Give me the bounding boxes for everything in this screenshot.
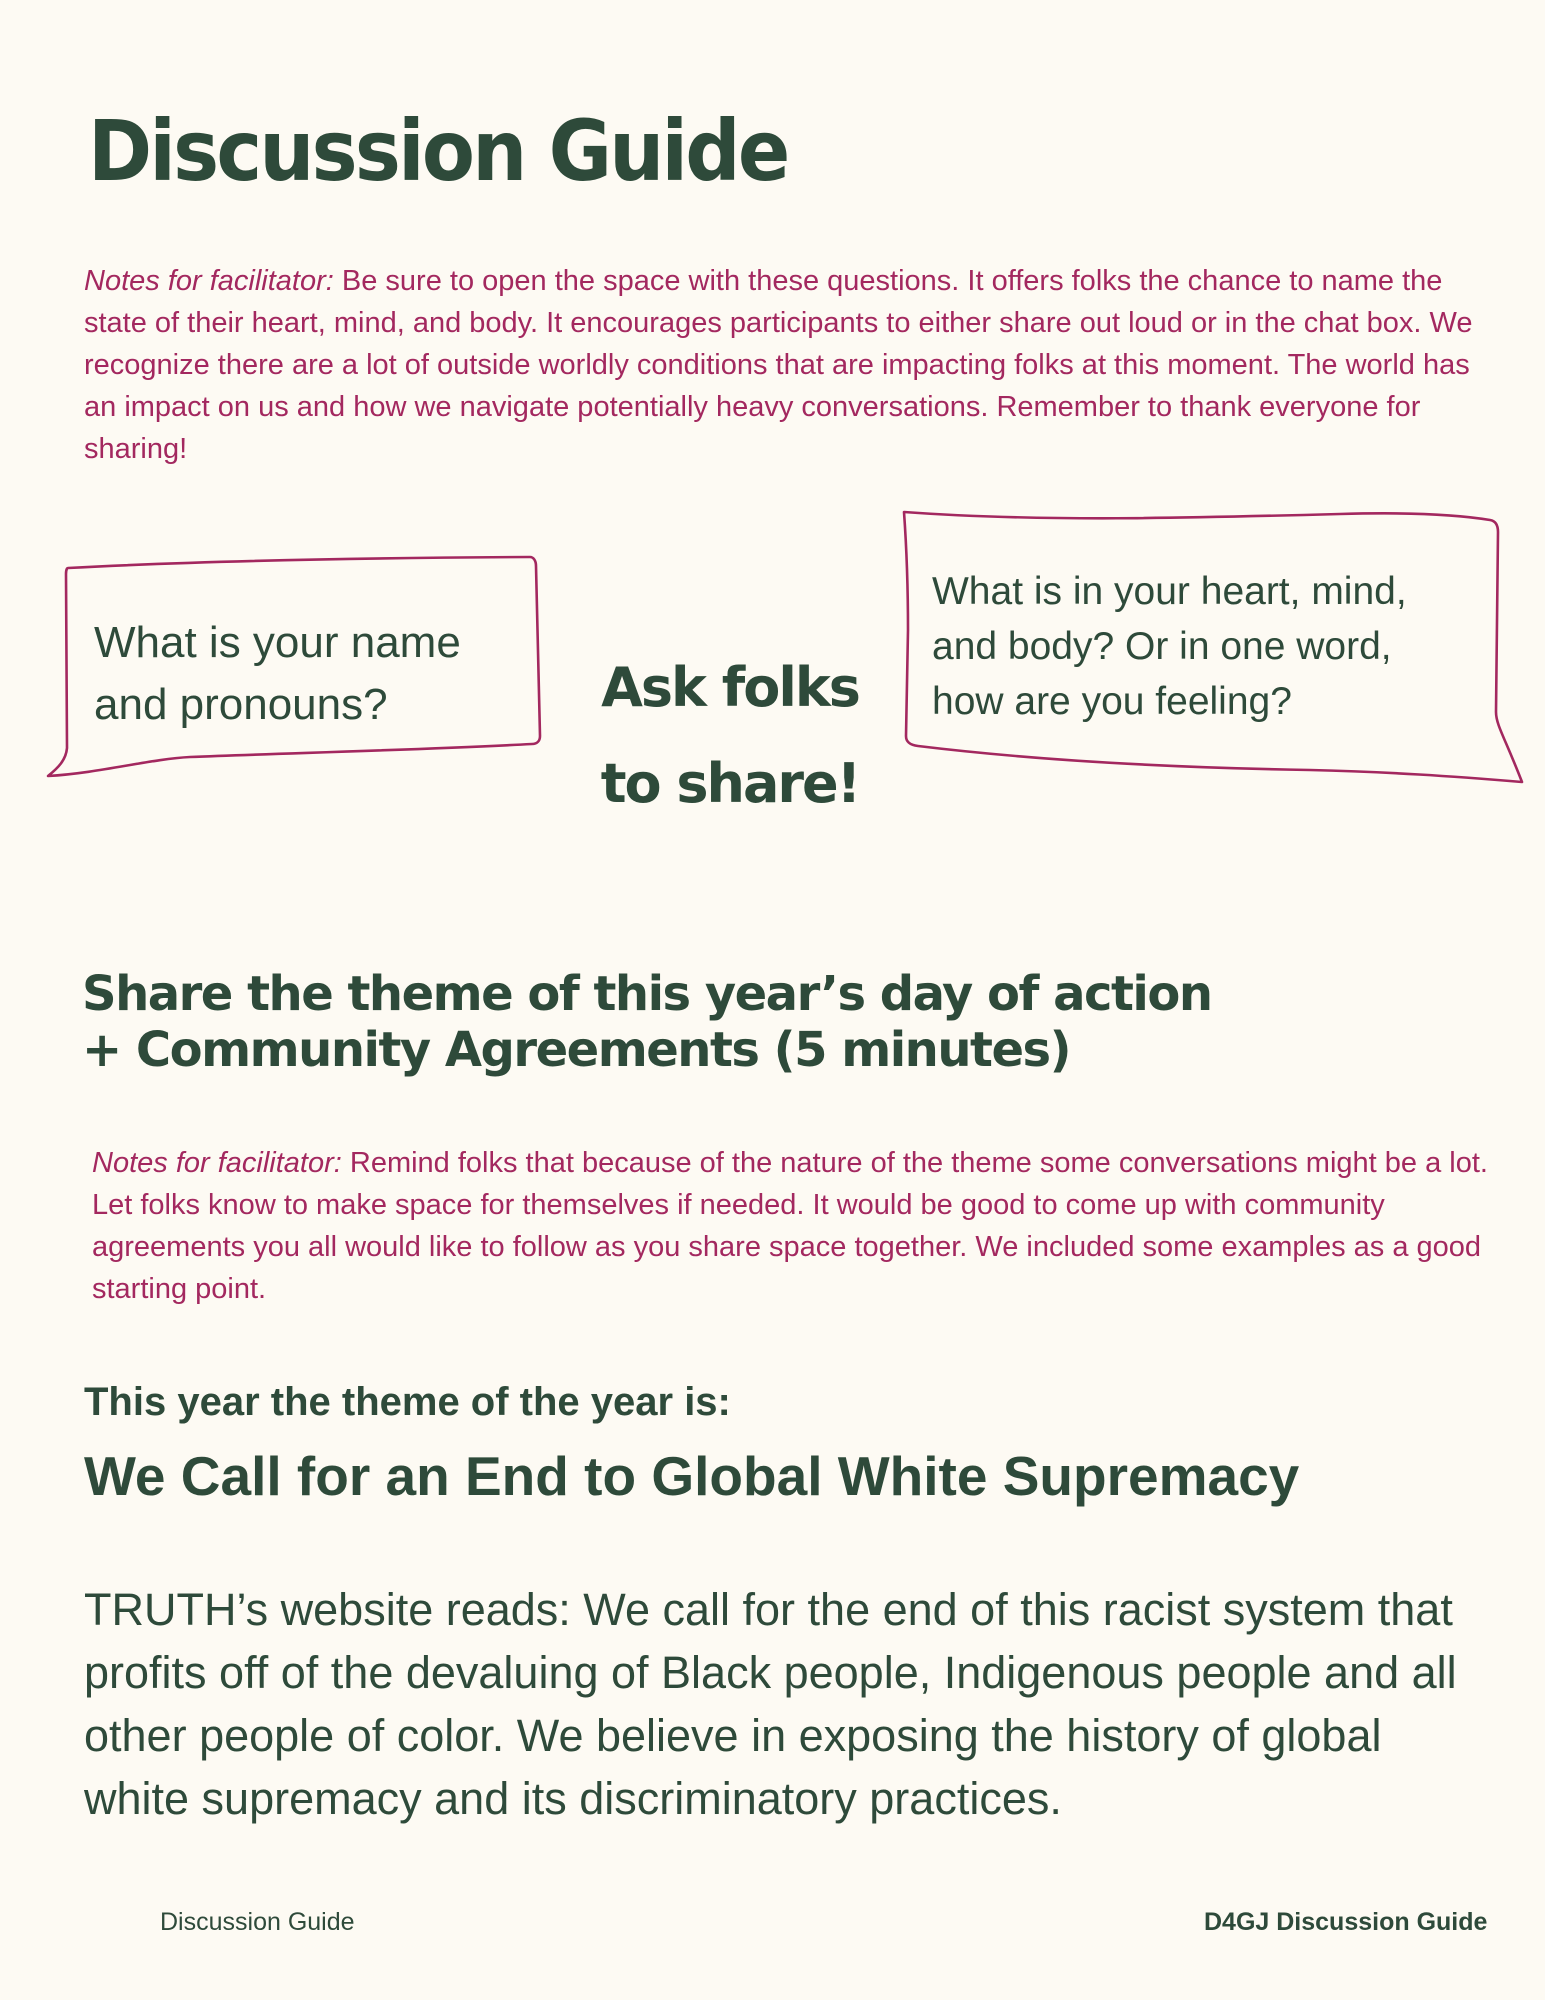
notes-text: Be sure to open the space with these questions. It offers folks the chance to name the state of their heart, mind, and body. It encourages participants to either share out loud or in the chat box. We recognize there are a lot of outside worldly conditions that are impacting folks at this moment. The world has an impact on us and how we navigate potentially heavy conversations. Remember to thank everyone for sharing!	[84, 265, 1473, 465]
ask-folks-to-share	[600, 640, 860, 832]
section-heading-line-1: Share the theme of this year’s day of action	[82, 966, 1212, 1022]
section-heading	[82, 966, 1282, 1078]
notes-lead: Notes for facilitator:	[92, 1147, 342, 1179]
name-pronouns-question: What is your name and pronouns?	[94, 618, 461, 729]
theme-title: We Call for an End to Global White Supremacy	[84, 1445, 1300, 1507]
heart-mind-body-question: What is in your heart, mind, and body? Or in one word, how are you feeling?	[932, 570, 1407, 723]
notes-lead: Notes for facilitator:	[84, 265, 334, 297]
facilitator-notes-1	[84, 260, 1484, 470]
footer-right: D4GJ Discussion Guide	[1204, 1908, 1488, 1936]
facilitator-notes-2	[92, 1142, 1502, 1310]
section-heading-line-2: + Community Agreements (5 minutes)	[82, 1022, 1071, 1078]
footer-left: Discussion Guide	[160, 1908, 355, 1936]
page-title: Discussion Guide	[88, 102, 788, 200]
truth-website-quote: TRUTH’s website reads: We call for the end of this racist system that profits off of the devaluing of Black people, Indigenous people and all other people of color. We believe in exposing the history of global white supremacy and its discriminatory practices.	[84, 1584, 1457, 1824]
notes-text: Remind folks that because of the nature of the theme some conversations might be a lot. Let folks know to make space for themselves if needed. It would be good to come up with community agreements you all would like to follow as you share space together. We included some examples as a good starting point.	[92, 1147, 1488, 1305]
ask-line-1: Ask folks	[601, 656, 859, 719]
ask-line-2: to share!	[600, 752, 860, 815]
theme-intro: This year the theme of the year is:	[84, 1380, 731, 1424]
